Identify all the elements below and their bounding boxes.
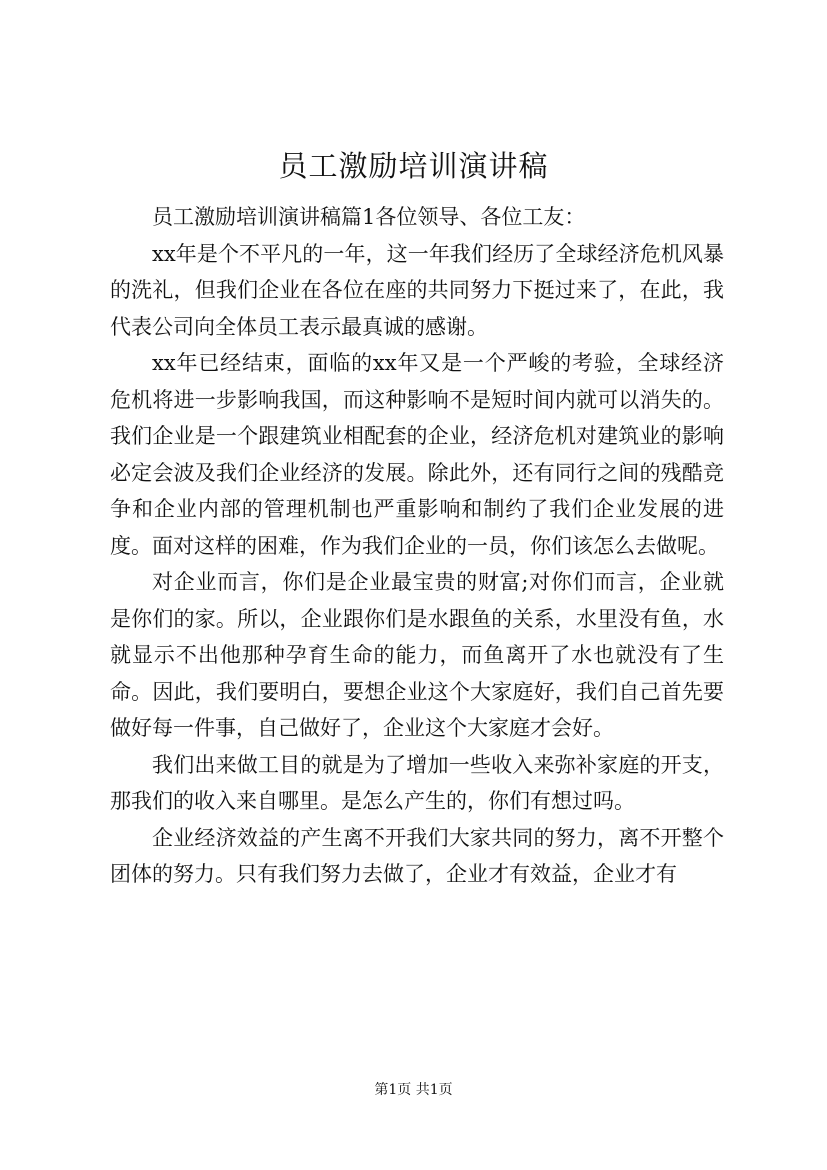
paragraph-4: 对企业而言，你们是企业最宝贵的财富;对你们而言，企业就是你们的家。所以，企业跟你们是水跟鱼的关系，水里没有鱼，水就显示不出他那种孕育生命的能力，而鱼离开了水也就没有了生命。因此，我们要明白，要想企业这个大家庭好，我们自己首先要做好每一件事，自己做好了，企业这个大家庭才会好。 (110, 570, 724, 740)
document-title: 员工激励培训演讲稿 (278, 149, 549, 183)
paragraph-2: xx年是个不平凡的一年，这一年我们经历了全球经济危机风暴的洗礼，但我们企业在各位在座的共同努力下挺过来了，在此，我代表公司向全体员工表示最真诚的感谢。 (110, 241, 724, 339)
page-footer: 第1页 共1页 (374, 1082, 453, 1098)
paragraph-6: 企业经济效益的产生离不开我们大家共同的努力，离不开整个团体的努力。只有我们努力去做了，企业才有效益，企业才有 (110, 825, 724, 886)
paragraph-1: 员工激励培训演讲稿篇1各位领导、各位工友： (152, 205, 586, 229)
paragraph-5: 我们出来做工目的就是为了增加一些收入来弥补家庭的开支，那我们的收入来自哪里。是怎么产生的，你们有想过吗。 (110, 752, 724, 813)
document-body (110, 199, 724, 893)
paragraph-3: xx年已经结束，面临的xx年又是一个严峻的考验，全球经济危机将进一步影响我国，而这种影响不是短时间内就可以消失的。我们企业是一个跟建筑业相配套的企业，经济危机对建筑业的影响必定会波及我们企业经济的发展。除此外，还有同行之间的残酷竞争和企业内部的管理机制也严重影响和制约了我们企业发展的进度。面对这样的困难，作为我们企业的一员，你们该怎么去做呢。 (110, 351, 724, 558)
